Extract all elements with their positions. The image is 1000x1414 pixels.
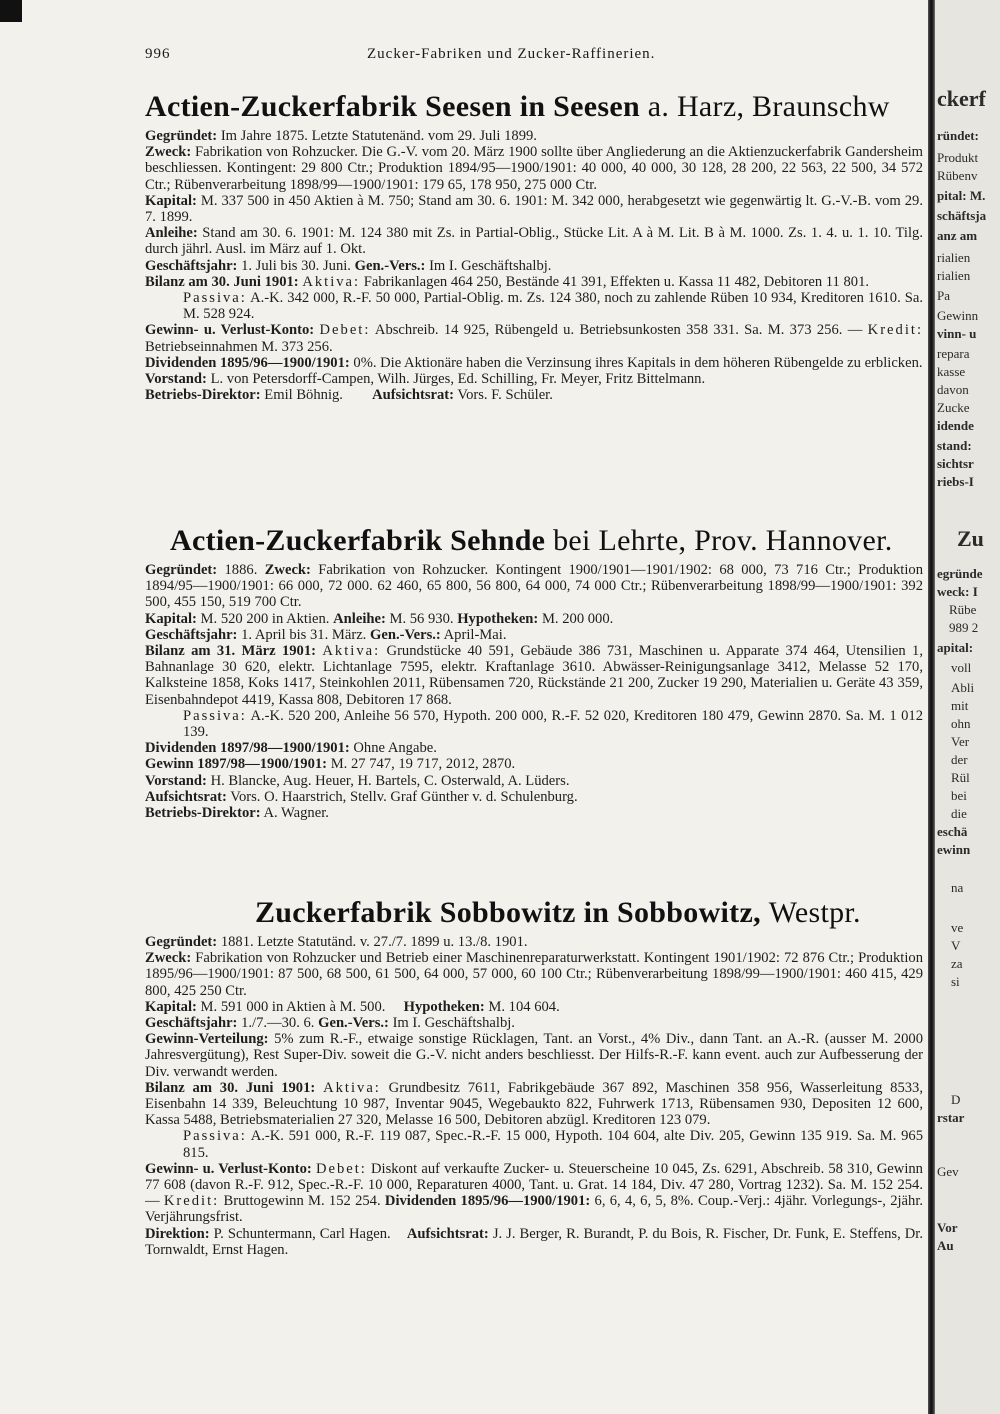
line-passiva	[145, 1128, 923, 1160]
label: Bilanz am 31. März 1901:	[145, 643, 316, 660]
entry-body-seesen	[145, 128, 923, 403]
label: Hypotheken:	[403, 998, 485, 1015]
text: Vors. F. Schüler.	[457, 387, 553, 404]
line-gewinn	[145, 756, 923, 772]
label: Direktion:	[145, 1225, 210, 1242]
label: Gewinn- u. Verlust-Konto:	[145, 322, 315, 339]
label: Betriebs-Direktor:	[145, 805, 261, 822]
text: Grundstücke 40 591, Gebäude 386 731, Maschinen u. Apparate 374 464, Utensilien 1, Bahnanlage 30 620, elektr. Lichtanlage 7595, elektr. Kraftanlage 3610. Abwässer-Reinigungsanlage 3412, Melasse 52 170, Kalksteine 1858, Koks 1417, Steinkohlen 2011, Rübensamen 720, Rückstände 21 200, Zucker 19 290, Materialien u. Geräte 43 359, Eisenbahndepot 4419, Kassa 808, Debitoren 17 868.	[145, 643, 923, 708]
adjacent-fragment: idende	[937, 418, 974, 433]
line-kapital	[145, 193, 923, 225]
entry-body-sehnde	[145, 562, 923, 821]
spaced-label: Debet:	[315, 1160, 367, 1177]
text: M. 591 000 in Aktien à M. 500.	[200, 998, 386, 1015]
text: April-Mai.	[443, 626, 507, 643]
line-guv	[145, 322, 923, 354]
adjacent-fragment: ründet:	[937, 128, 979, 143]
adjacent-fragment: vinn- u	[937, 326, 977, 341]
line-vorstand	[145, 371, 923, 387]
adjacent-fragment: kasse	[937, 364, 966, 379]
label: Bilanz am 30. Juni 1901:	[145, 1079, 316, 1096]
adjacent-fragment: Gewinn	[937, 308, 979, 323]
text: J. J. Berger, R. Burandt, P. du Bois, R. Fischer, Dr. Funk, E. Steffens, Dr. Tornwaldt, Ernst Hagen.	[145, 1225, 923, 1258]
line-geschaeftsjahr	[145, 627, 923, 643]
label: Bilanz am 30. Juni 1901:	[145, 273, 299, 290]
adjacent-fragment: mit	[951, 698, 969, 713]
label: Kapital:	[145, 192, 197, 209]
spaced-label: Kredit:	[867, 322, 923, 339]
adjacent-fragment: rstar	[937, 1110, 965, 1125]
adjacent-fragment: rialien	[937, 250, 971, 265]
line-guv	[145, 1161, 923, 1226]
line-bilanz	[145, 643, 923, 708]
adjacent-fragment: Abli	[951, 680, 975, 695]
line-geschaeftsjahr	[145, 258, 923, 274]
text: 1. April bis 31. März.	[241, 626, 367, 643]
label: Aufsichtsrat:	[145, 788, 227, 805]
label: Vorstand:	[145, 772, 207, 789]
text: L. von Petersdorff-Campen, Wilh. Jürges, Ed. Schilling, Fr. Meyer, Fritz Bittelmann.	[210, 371, 706, 388]
label: Gegründet:	[145, 128, 218, 144]
adjacent-fragment: Au	[937, 1238, 954, 1253]
entry-title-main: Actien-Zuckerfabrik Sehnde	[170, 524, 546, 557]
spaced-label: Kredit:	[163, 1193, 220, 1210]
adjacent-fragment: si	[951, 974, 960, 989]
text: Bruttogewinn M. 152 254.	[223, 1193, 381, 1210]
adjacent-fragment: Vor	[937, 1220, 958, 1235]
spaced-label: Passiva:	[183, 290, 247, 307]
text: Fabrikation von Rohzucker. Die G.-V. vom 20. März 1900 sollte über Angliederung an die Aktienzuckerfabrik Gandersheim beschliessen. Kontingent: 29 800 Ctr.; Produktion 1894/95—1900/1901: 40 000, 40 000, 30 128, 28 200, 22 563, 22 500, 34 572 Ctr.; Rübenverarbeitung 1898/99—1900/1901: 179 65, 178 950, 275 000 Ctr.	[145, 144, 923, 193]
spaced-label: Aktiva:	[322, 643, 381, 660]
adjacent-fragment: pital: M.	[937, 188, 986, 203]
adjacent-fragment: Zu	[957, 526, 984, 551]
text: M. 337 500 in 450 Aktien à M. 750; Stand am 30. 6. 1901: M. 342 000, herabgesetzt wie gegenwärtig lt. G.-V.-B. vom 29. 7. 1899.	[145, 192, 923, 226]
adjacent-fragment: Pa	[937, 288, 950, 303]
adjacent-fragment: ve	[951, 920, 964, 935]
line-passiva	[145, 708, 923, 740]
label: Dividenden 1897/98—1900/1901:	[145, 740, 350, 757]
adjacent-fragment: anz am	[937, 228, 978, 243]
adjacent-fragment: voll	[951, 660, 972, 675]
adjacent-fragment: Zucke	[937, 400, 970, 415]
adjacent-fragment: D	[951, 1092, 961, 1107]
label: Dividenden 1895/96—1900/1901:	[145, 354, 350, 371]
page-number: 996	[145, 46, 171, 62]
line-bilanz	[145, 274, 923, 290]
adjacent-fragment: 989 2	[949, 620, 979, 635]
text: Vors. O. Haarstrich, Stellv. Graf Günther v. d. Schulenburg.	[230, 788, 578, 805]
text: M. 104 604.	[488, 998, 560, 1015]
label: Zweck:	[145, 950, 192, 967]
label: Gegründet:	[145, 934, 218, 950]
line-kapital	[145, 611, 923, 627]
text: M. 200 000.	[541, 610, 614, 627]
adjacent-fragment: egründe	[937, 566, 983, 581]
entry-title-suffix: bei Lehrte, Prov. Hannover.	[553, 524, 893, 557]
text: M. 56 930.	[389, 610, 454, 627]
label: Gewinn-Verteilung:	[145, 1031, 269, 1048]
entry-title-seesen	[145, 90, 890, 124]
adjacent-fragment: schäftsja	[937, 208, 987, 223]
adjacent-fragment: Rül	[951, 770, 970, 785]
text: M. 27 747, 19 717, 2012, 2870.	[330, 756, 516, 773]
spaced-label: Passiva:	[183, 1128, 247, 1145]
line-direktor	[145, 387, 923, 403]
text: Fabrikation von Rohzucker. Kontingent 1900/1901—1901/1902: 68 000, 73 716 Ctr.; Produktion 1894/95—1900/1901: 66 000, 72 000. 62 460, 65 800, 56 800, 64 000, 74 000 Ctr.; Rübenverarbeitung 1898/99—1900/1901: 392 500, 455 150, 519 700 Ctr.	[145, 562, 923, 611]
line-gegruendet	[145, 562, 923, 611]
line-zweck	[145, 144, 923, 193]
text: A.-K. 520 200, Anleihe 56 570, Hypoth. 200 000, R.-F. 52 020, Kreditoren 180 479, Gewinn 2870. Sa. M. 1 012 139.	[183, 707, 923, 741]
text: Im I. Geschäftshalbj.	[429, 257, 552, 274]
text: A. Wagner.	[263, 805, 329, 822]
label: Hypotheken:	[457, 610, 539, 627]
text: Fabrikanlagen 464 250, Bestände 41 391, Effekten u. Kassa 11 482, Debitoren 11 801.	[363, 273, 870, 290]
label: Aufsichtsrat:	[372, 387, 455, 404]
line-direktor	[145, 805, 923, 821]
spaced-label: Aktiva:	[302, 273, 361, 290]
adjacent-page-edge	[935, 0, 1000, 1414]
adjacent-fragment: Ver	[951, 734, 970, 749]
entry-title-suffix: Westpr.	[768, 896, 861, 929]
line-gegruendet	[145, 128, 923, 144]
scan-corner-mark	[0, 0, 22, 22]
line-dividenden	[145, 355, 923, 371]
label: Gen.-Vers.:	[370, 626, 441, 643]
adjacent-fragment: bei	[951, 788, 967, 803]
adjacent-fragment: Rübe	[949, 602, 977, 617]
label: Gen.-Vers.:	[318, 1015, 389, 1032]
text: Stand am 30. 6. 1901: M. 124 380 mit Zs. in Partial-Oblig., Stücke Lit. A à M. Lit. B à M. 1000. Zs. 1. 4. u. 1. 10. Tilg. durch jährl. Ausl. im März auf 1. Okt.	[145, 225, 923, 258]
line-gewinn-verteilung	[145, 1031, 923, 1080]
label: Gewinn- u. Verlust-Konto:	[145, 1160, 312, 1177]
adjacent-fragment: ckerf	[937, 86, 986, 111]
adjacent-fragment: Gev	[937, 1164, 959, 1179]
text: 5% zum R.-F., etwaige sonstige Rücklagen, Tant. an Vorst., 4% Div., dann Tant. an A.-R. (ausser M. 2000 Jahresvergütung), Rest Super-Div. soweit die G.-V. nicht anders beschliesst. Der Hilfs-R.-F. kann event. auch zur Aufbesserung der Div. verwandt werden.	[145, 1031, 923, 1080]
line-gegruendet	[145, 934, 923, 950]
label: Zweck:	[264, 562, 311, 578]
entry-title-suffix: a. Harz, Braunschw	[647, 90, 890, 123]
text: Fabrikation von Rohzucker und Betrieb einer Maschinenreparaturwerkstatt. Kontingent 1901/1902: 72 876 Ctr.; Produktion 1895/96—1900/1901: 87 500, 68 500, 61 500, 64 000, 57 000, 60 100 Ctr.; Rübenverarbeitung 1898/99—1900/1901: 460 415, 429 800, 425 250 Ctr.	[145, 950, 923, 999]
label: Geschäftsjahr:	[145, 257, 238, 274]
adjacent-fragment: Produkt	[937, 150, 979, 165]
text: Abschreib. 14 925, Rübengeld u. Betriebsunkosten 358 331. Sa. M. 373 256. —	[374, 322, 863, 339]
line-dividenden	[145, 740, 923, 756]
line-geschaeftsjahr	[145, 1015, 923, 1031]
text: A.-K. 591 000, R.-F. 119 087, Spec.-R.-F. 15 000, Hypoth. 104 604, alte Div. 205, Gewinn 135 919. Sa. M. 965 815.	[183, 1128, 923, 1161]
adjacent-fragment: V	[951, 938, 961, 953]
line-anleihe	[145, 225, 923, 257]
adjacent-fragment: ohn	[951, 716, 971, 731]
text: Diskont auf verkaufte Zucker- u. Steuerscheine 10 045, Zs. 6291, Abschreib. 58 310, Gewinn 77 608 (davon R.-F. 912, Spec.-R.-F. 10 000, Reparaturen 4000, Tant. u. Grat. 14 184, Div. 47 280, Vortrag 1232). Sa. M. 152 254. —	[145, 1160, 923, 1210]
line-passiva	[145, 290, 923, 322]
line-aufsichtsrat	[145, 789, 923, 805]
text: 1. Juli bis 30. Juni.	[241, 257, 351, 274]
text: Im I. Geschäftshalbj.	[392, 1015, 515, 1032]
adjacent-fragment: rialien	[937, 268, 971, 283]
label: Aufsichtsrat:	[406, 1225, 489, 1242]
text: Grundbesitz 7611, Fabrikgebäude 367 892, Maschinen 358 956, Wasserleitung 8533, Eisenbahn 14 339, Beleuchtung 10 987, Inventar 9045, Wegebaukto 822, Fuhrwerk 1713, Rübensamen 930, Depositen 12 600, Kassa 5488, Betriebsmaterialien 27 320, Melasse 16 500, Debitoren abzügl. Kreditoren 123 079.	[145, 1079, 923, 1129]
label: Kapital:	[145, 610, 197, 627]
text: 0%. Die Aktionäre haben die Verzinsung ihres Kapitals in dem höheren Rübengelde zu erblicken.	[353, 354, 923, 371]
label: Geschäftsjahr:	[145, 626, 238, 643]
text: M. 520 200 in Aktien.	[200, 610, 330, 627]
label: Anleihe:	[145, 225, 198, 242]
running-title: Zucker-Fabriken und Zucker-Raffinerien.	[367, 46, 656, 62]
line-direktion	[145, 1226, 923, 1258]
entry-title-sehnde	[170, 524, 893, 558]
text: Emil Böhnig.	[264, 387, 343, 404]
adjacent-fragment: stand:	[937, 438, 972, 453]
adjacent-fragment: apital:	[937, 640, 974, 655]
text: A.-K. 342 000, R.-F. 50 000, Partial-Oblig. m. Zs. 124 380, noch zu zahlende Rüben 10 934, Kreditoren 1610. Sa. M. 528 924.	[183, 290, 923, 323]
page-header	[145, 46, 915, 68]
text: Ohne Angabe.	[353, 740, 437, 757]
text: 1886.	[224, 562, 258, 578]
text: Betriebseinnahmen M. 373 256.	[145, 338, 333, 355]
entry-title-main: Zuckerfabrik Sobbowitz in Sobbowitz,	[255, 896, 761, 929]
label: Vorstand:	[145, 371, 207, 388]
label: Dividenden 1895/96—1900/1901:	[384, 1193, 591, 1210]
text: 6, 6, 4, 6, 5, 8%. Coup.-Verj.: 4jähr. Vorlegungs-, 2jähr. Verjährungsfrist.	[145, 1193, 923, 1226]
text: H. Blancke, Aug. Heuer, H. Bartels, C. Osterwald, A. Lüders.	[210, 772, 570, 789]
adjacent-fragment: ewinn	[937, 842, 971, 857]
label: Anleihe:	[333, 610, 386, 627]
adjacent-fragment: na	[951, 880, 964, 895]
label: Gen.-Vers.:	[354, 257, 426, 274]
adjacent-fragment: der	[951, 752, 968, 767]
adjacent-fragment: eschä	[937, 824, 968, 839]
label: Zweck:	[145, 144, 192, 161]
line-zweck	[145, 950, 923, 999]
text: P. Schuntermann, Carl Hagen.	[213, 1225, 391, 1242]
text: 1./7.—30. 6.	[241, 1015, 315, 1032]
adjacent-fragment: za	[951, 956, 963, 971]
line-bilanz	[145, 1080, 923, 1129]
label: Betriebs-Direktor:	[145, 387, 261, 404]
spaced-label: Passiva:	[183, 707, 247, 724]
line-vorstand	[145, 773, 923, 789]
adjacent-fragment: die	[951, 806, 967, 821]
text: 1881. Letzte Statutänd. v. 27./7. 1899 u. 13./8. 1901.	[220, 934, 528, 950]
spaced-label: Aktiva:	[323, 1079, 381, 1096]
label: Geschäftsjahr:	[145, 1015, 238, 1032]
adjacent-fragment: weck: I	[937, 584, 978, 599]
adjacent-fragment: riebs-I	[937, 474, 974, 489]
text: Im Jahre 1875. Letzte Statutenänd. vom 29. Juli 1899.	[220, 128, 537, 144]
entry-title-sobbowitz	[255, 896, 861, 930]
label: Kapital:	[145, 998, 197, 1015]
adjacent-fragment: davon	[937, 382, 969, 397]
adjacent-fragment: sichtsr	[937, 456, 974, 471]
adjacent-fragment: repara	[937, 346, 970, 361]
line-kapital	[145, 999, 923, 1015]
entry-title-main: Actien-Zuckerfabrik Seesen in Seesen	[145, 90, 640, 123]
spaced-label: Debet:	[319, 322, 371, 339]
book-gutter-shadow	[928, 0, 935, 1414]
label: Gegründet:	[145, 562, 218, 578]
entry-body-sobbowitz	[145, 934, 923, 1258]
label: Gewinn 1897/98—1900/1901:	[145, 756, 328, 773]
adjacent-fragment: Rübenv	[937, 168, 978, 183]
